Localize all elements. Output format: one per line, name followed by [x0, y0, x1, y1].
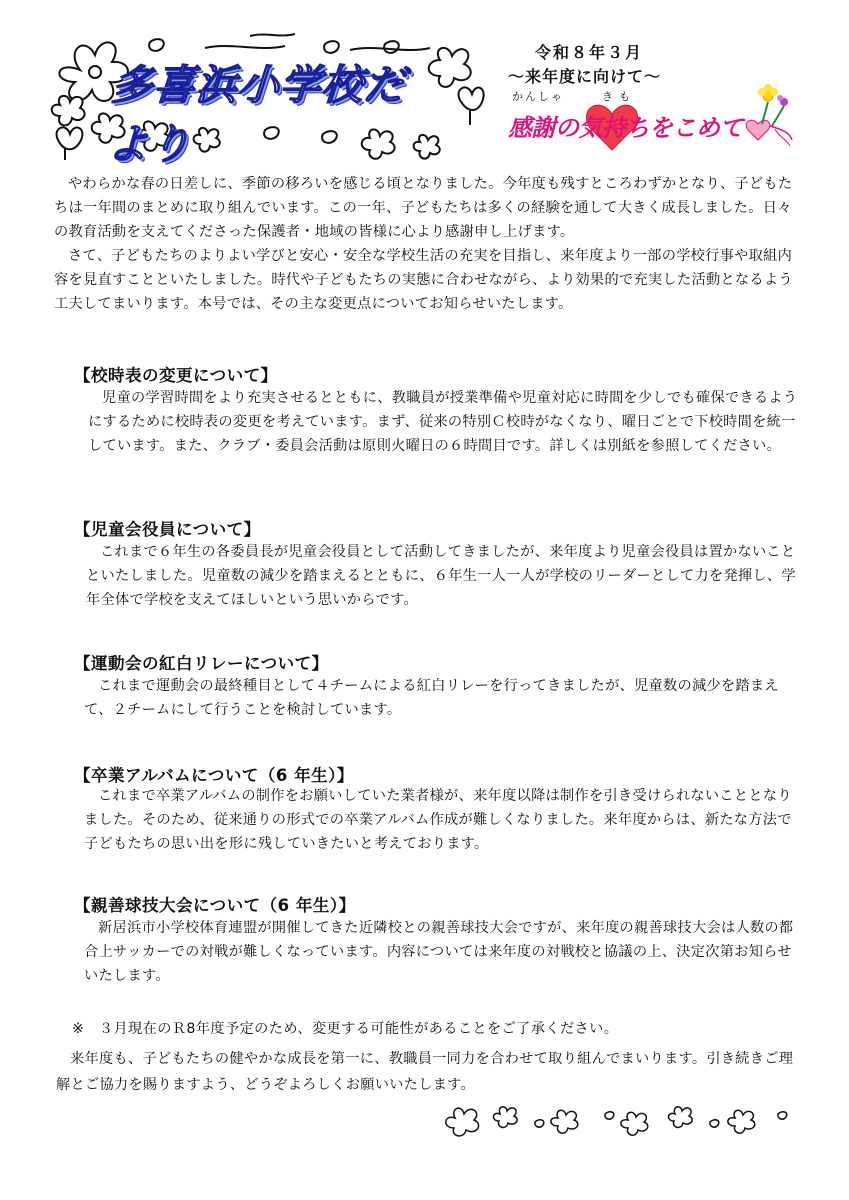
section-body-relay: これまで運動会の最終種目として４チームによる紅白リレーを行ってきましたが、児童数の減少を踏まえて、２チームにして行うことを検討しています。	[84, 678, 779, 718]
issue-subtitle: ～来年度に向けて～	[508, 67, 662, 86]
closing-message: 来年度も、子どもたちの健やかな成長を第一に、教職員一同力を合わせて取り組んでまいります。引き続きご理解とご協力を賜りますよう、どうぞよろしくお願いいたします。	[56, 1051, 794, 1093]
section-body-ball-games: 新居浜市小学校体育連盟が開催してきた近隣校との親善球技大会ですが、来年度の親善球技大会は人数の都合上サッカーでの対戦が難しくなっています。内容については来年度の対戦校と協議の上、決定次第お知らせいたします。	[84, 920, 794, 984]
flower-row-decoration	[440, 1100, 800, 1140]
section-body-schedule: 児童の学習時間をより充実させるとともに、教職員が授業準備や児童対応に時間を少しでも確保できるようにするために校時表の変更を考えています。まず、従来の特別Ｃ校時がなくなり、曜日ごとで下校時間を統一しています。また、クラブ・委員会活動は原則火曜日の６時間目です。詳しくは別紙を参照してください。	[88, 390, 798, 454]
section-body-album: これまで卒業アルバムの制作をお願いしていた業者様が、来年度以降は制作を引き受けられないこととなりました。そのため、従来通りの形式での卒業アルバム作成が難しくなりました。来年度からは、新たな方法で子どもたちの思い出を形に残していきたいと考えております。	[84, 788, 792, 852]
section-heading-ball-games: 【親善球技大会について（6 年生）】	[74, 896, 356, 915]
issue-date: 令和８年３月	[535, 43, 644, 62]
intro-text	[54, 172, 806, 316]
furigana-kimo: きも	[602, 90, 636, 103]
header	[0, 0, 849, 170]
section-heading-student-council: 【児童会役員について】	[74, 520, 261, 539]
section-heading-relay: 【運動会の紅白リレーについて】	[74, 654, 329, 673]
thanks-headline: 感謝の気持ちをこめて	[508, 114, 743, 142]
section-heading-album: 【卒業アルバムについて（6 年生）】	[74, 766, 354, 785]
section-body-student-council: これまで６年生の各委員長が児童会役員として活動してきましたが、来年度より児童会役員は置かないことといたしました。児童数の減少を踏まえるとともに、６年生一人一人が学校のリーダーとして力を発揮し、学年全体で学校を支えてほしいという思いからです。	[86, 544, 796, 608]
intro-paragraph-2: さて、子どもたちのよりよい学びと安心・安全な学校生活の充実を目指し、来年度より一部の学校行事や取組内容を見直すことといたしました。時代や子どもたちの実態に合わせながら、より効果的で充実した活動となるよう工夫してまいります。本号では、その主な変更点についてお知らせいたします。	[54, 248, 793, 312]
schedule-note: ※ ３月現在のＲ8年度予定のため、変更する可能性があることをご了承ください。	[72, 1021, 619, 1037]
newsletter-title: 多喜浜小学校だより	[105, 61, 408, 168]
furigana-kansha: かんしゃ	[512, 90, 564, 103]
section-heading-schedule: 【校時表の変更について】	[74, 366, 278, 385]
intro-paragraph-1: やわらかな春の日差しに、季節の移ろいを感じる頃となりました。今年度も残すところわずかとなり、子どもたちは一年間のまとめに取り組んでいます。この一年、子どもたちは多くの経験を通して大きく成長しました。日々の教育活動を支えてくださった保護者・地域の皆様に心より感謝申し上げます。	[54, 176, 793, 240]
